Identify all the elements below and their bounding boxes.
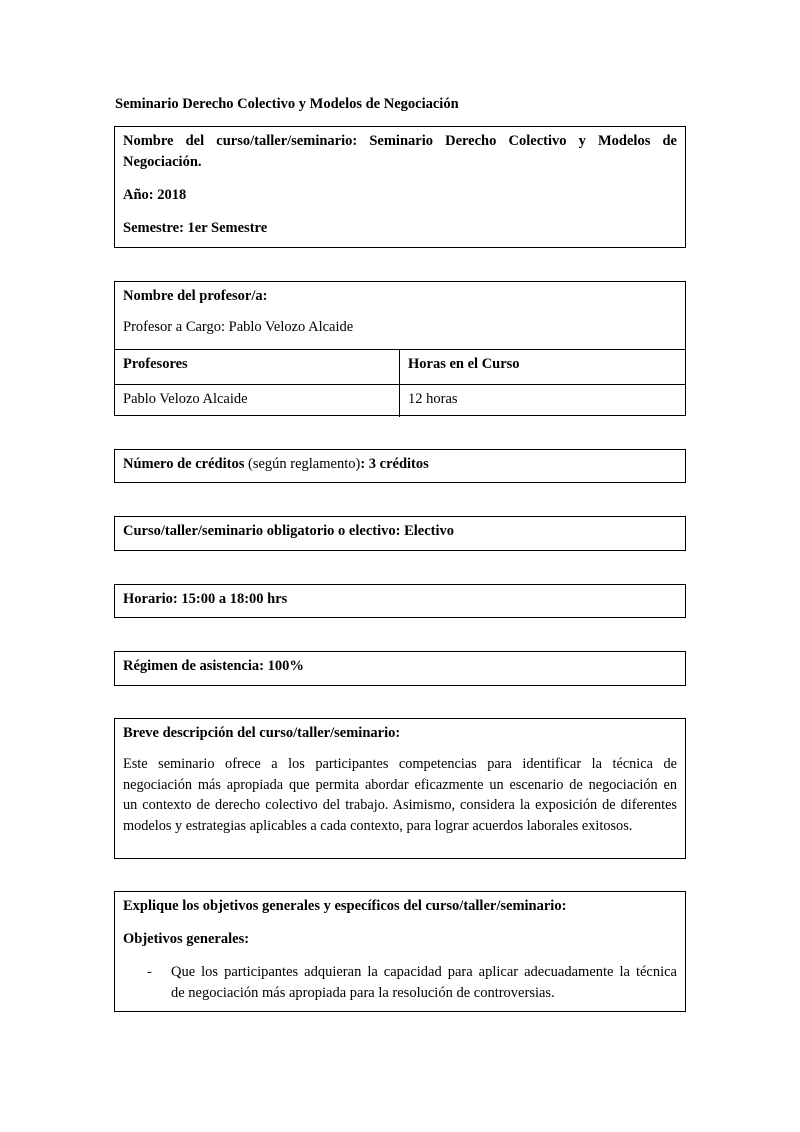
description-box (114, 718, 686, 859)
column-header-professors: Profesores (115, 350, 400, 384)
objectives-box (114, 891, 686, 1012)
attendance-text: Régimen de asistencia: 100% (123, 658, 304, 674)
objective-line: de negociación más apropiada para la resolución de controversias. (171, 985, 555, 1002)
credits-text: Número de créditos (según reglamento): 3 créditos (123, 456, 429, 472)
general-objectives-list (123, 962, 677, 1004)
professor-heading: Nombre del profesor/a: (123, 288, 268, 304)
hours-cell: 12 horas (408, 391, 458, 407)
course-semester: Semestre: 1er Semestre (123, 220, 268, 237)
professor-box (114, 281, 686, 416)
description-line: modelos y estrategias aplicables a cada contexto, para lograr acuerdos laborales exitosos. (123, 818, 633, 835)
objective-line: Que los participantes adquieran la capacidad para aplicar adecuadamente la técnica (171, 964, 677, 981)
course-name-line: Nombre del curso/taller/seminario: Seminario Derecho Colectivo y Modelos de (123, 133, 677, 149)
column-header-hours: Horas en el Curso (408, 356, 520, 372)
course-type-box (114, 516, 686, 551)
general-objectives-heading: Objetivos generales: (123, 931, 250, 948)
attendance-box (114, 651, 686, 686)
description-heading: Breve descripción del curso/taller/seminario: (123, 725, 401, 741)
objectives-heading: Explique los objetivos generales y específicos del curso/taller/seminario: (123, 898, 567, 914)
schedule-text: Horario: 15:00 a 18:00 hrs (123, 591, 288, 607)
description-body (123, 754, 677, 837)
description-line: Este seminario ofrece a los participantes competencias para identificar la técnica de (123, 756, 677, 773)
list-item (123, 962, 677, 1004)
course-info-box (114, 126, 686, 248)
dash-bullet: - (147, 964, 152, 981)
credits-box (114, 449, 686, 483)
professor-name-cell: Pablo Velozo Alcaide (115, 385, 400, 417)
description-line: negociación más apropiada que permita abordar eficazmente un escenario de negociación en (123, 776, 677, 793)
professor-header-block (115, 282, 685, 349)
course-type-text: Curso/taller/seminario obligatorio o electivo: Electivo (123, 523, 455, 539)
course-name-continuation: Negociación. (123, 154, 202, 171)
professor-table-header (115, 349, 685, 384)
schedule-box (114, 584, 686, 618)
professor-in-charge: Profesor a Cargo: Pablo Velozo Alcaide (123, 319, 354, 336)
description-line: un contexto de derecho colectivo del trabajo. Asimismo, considera la exposición de diferentes (123, 797, 677, 814)
table-row (115, 384, 685, 417)
page-title: Seminario Derecho Colectivo y Modelos de Negociación (115, 96, 459, 112)
course-year: Año: 2018 (123, 187, 187, 204)
